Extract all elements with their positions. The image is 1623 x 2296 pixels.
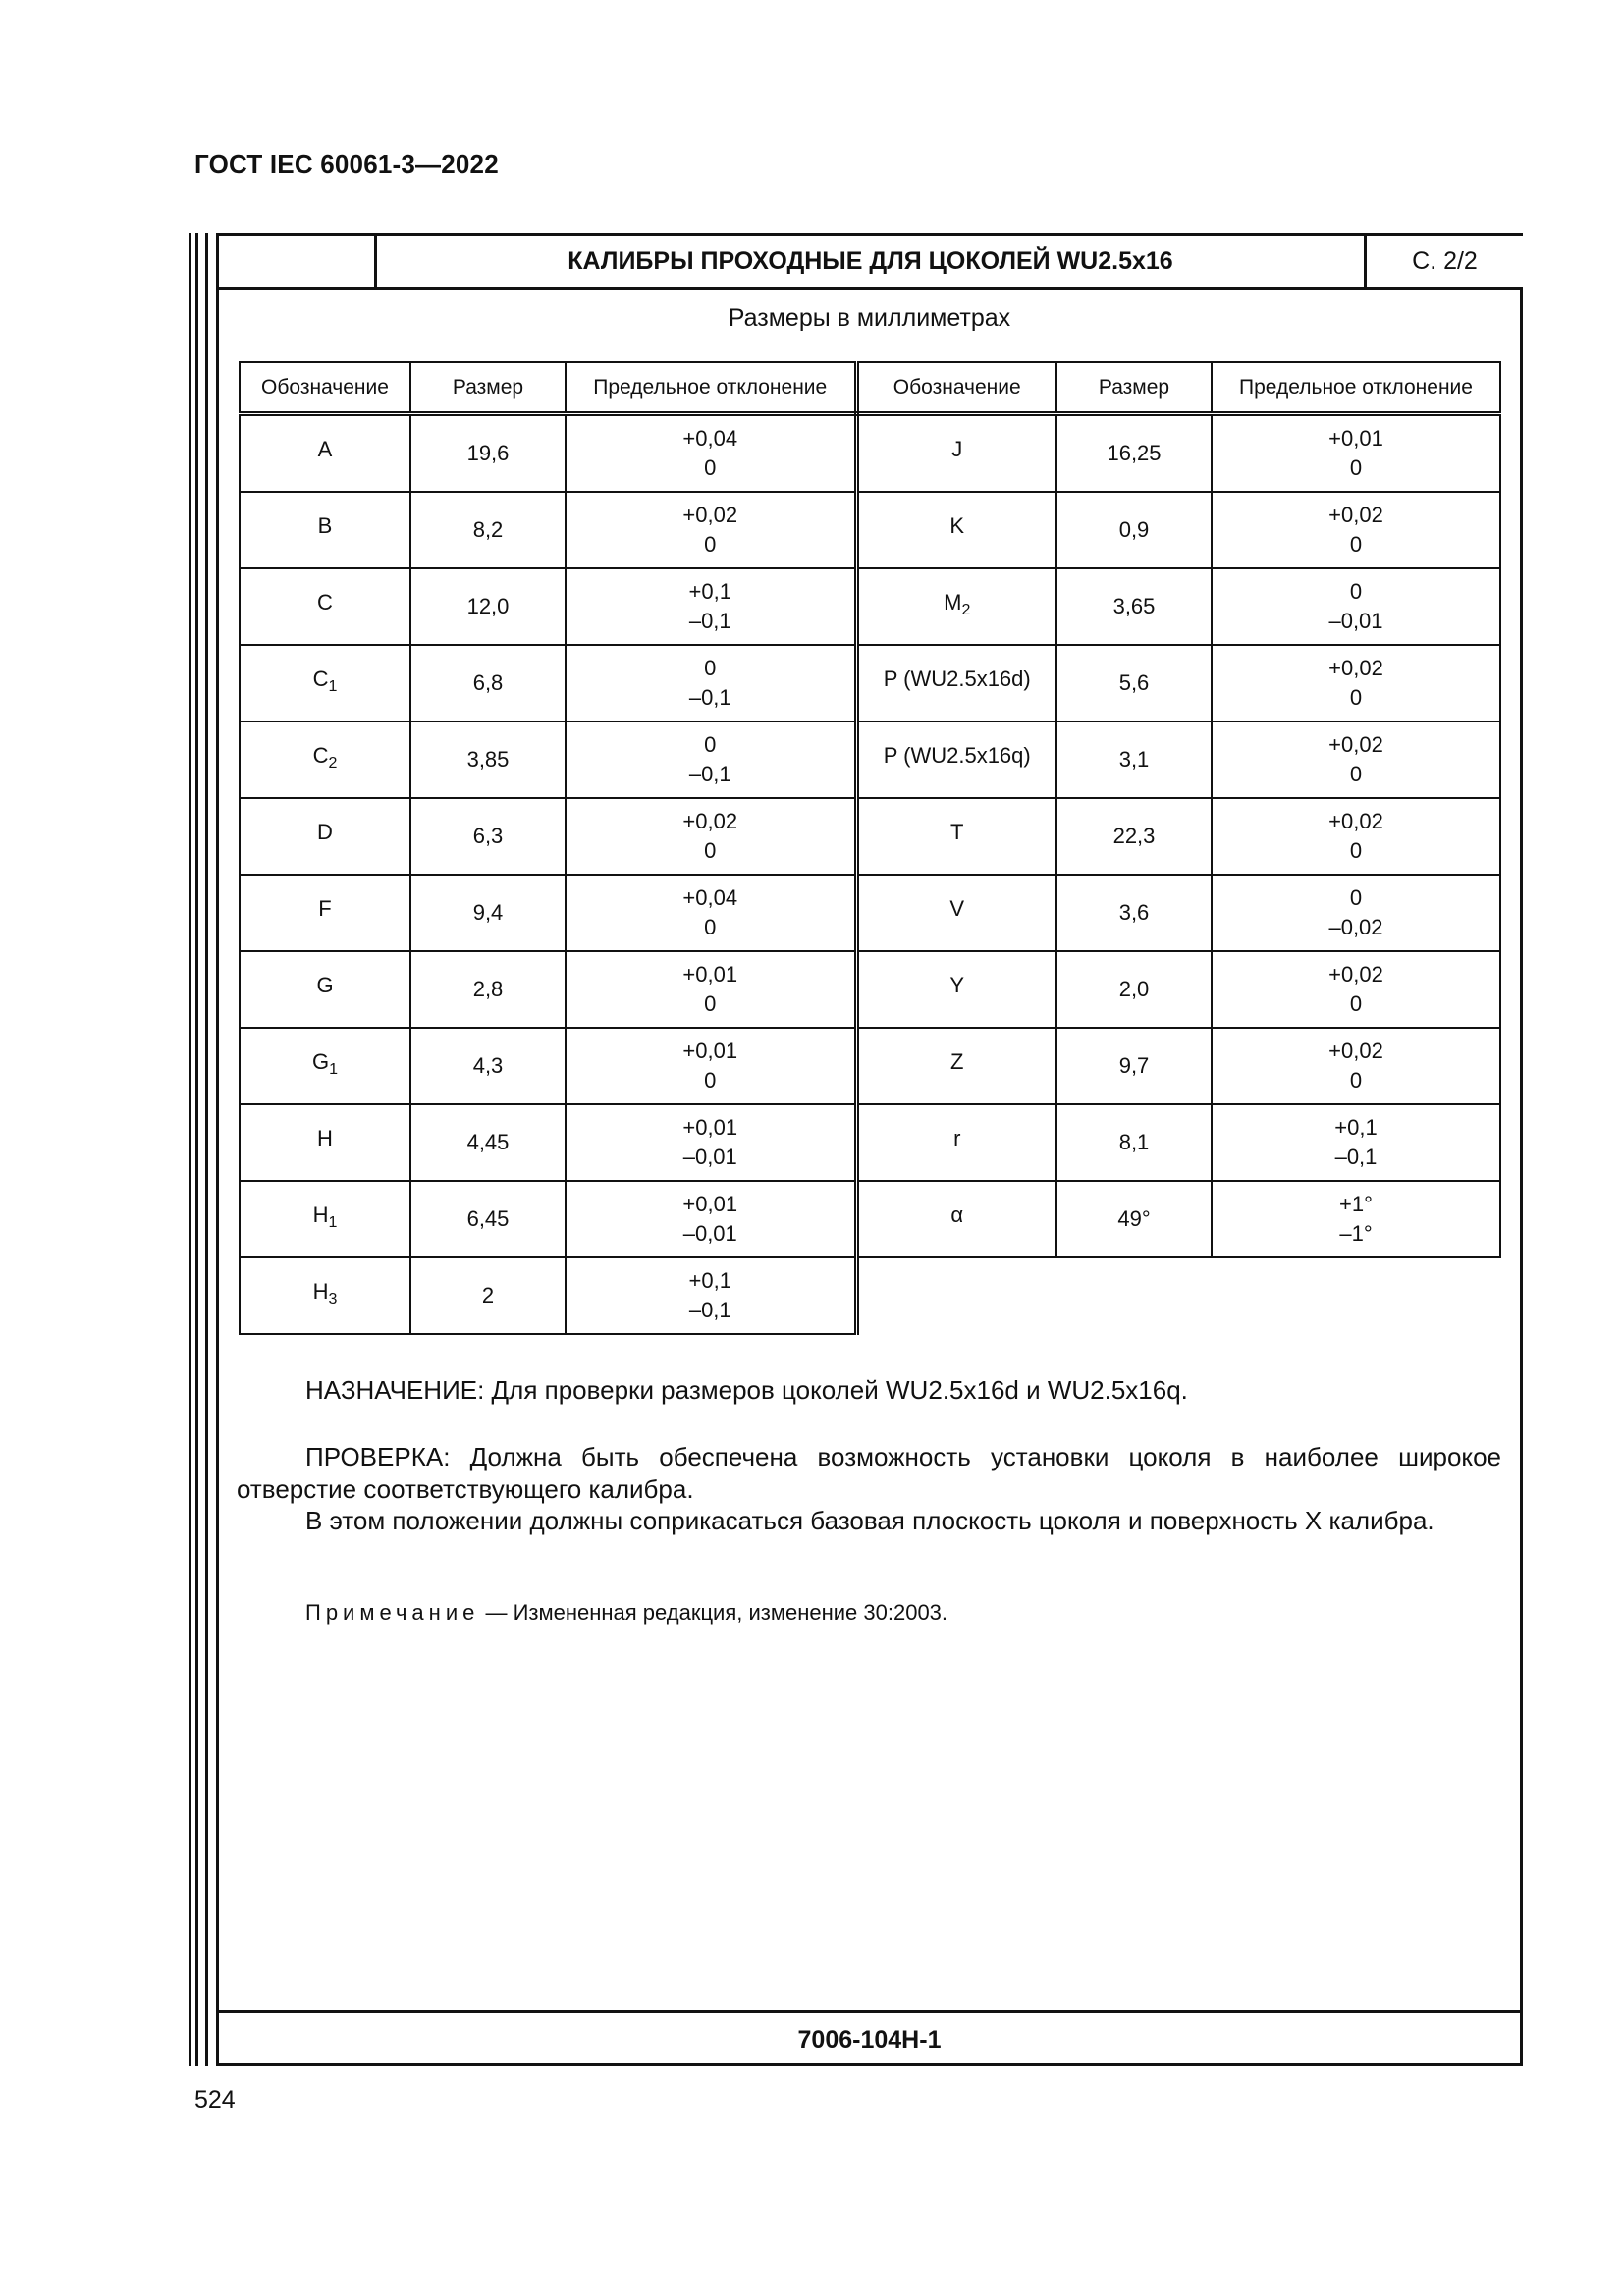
tolerance-cell	[1212, 798, 1500, 875]
tolerance-upper: +0,02	[1328, 656, 1383, 680]
tolerance-upper: +0,02	[1328, 732, 1383, 757]
designation-cell	[240, 414, 410, 493]
size-cell: 8,1	[1056, 1104, 1212, 1181]
size-cell: 3,65	[1056, 568, 1212, 645]
tolerance-lower: 0	[704, 838, 717, 863]
sheet-title: КАЛИБРЫ ПРОХОДНЫЕ ДЛЯ ЦОКОЛЕЙ WU2.5x16	[568, 246, 1173, 275]
size-cell: 49°	[1056, 1181, 1212, 1257]
designation-symbol: α	[950, 1202, 964, 1227]
designation-subscript: 1	[329, 1061, 339, 1078]
header-designation-right: Обозначение	[856, 362, 1056, 414]
designation-symbol: C	[317, 590, 333, 614]
tolerance-upper: +0,01	[682, 962, 738, 987]
empty-cell	[1212, 1257, 1500, 1334]
check-position-text: В этом положении должны соприкасаться базовая плоскость цоколя и поверхность X калибра.	[305, 1506, 1434, 1535]
designation-symbol: F	[318, 896, 332, 921]
designation-symbol: P (WU2.5x16d)	[883, 667, 1031, 691]
designation-subscript: 1	[328, 678, 338, 695]
tolerance-lower: 0	[1349, 838, 1363, 863]
size-cell: 9,7	[1056, 1028, 1212, 1104]
tolerance-lower: –0,02	[1328, 915, 1383, 939]
header-size-left: Размер	[410, 362, 566, 414]
designation-cell	[240, 568, 410, 645]
size-cell: 16,25	[1056, 414, 1212, 493]
tolerance-lower: –0,01	[682, 1221, 737, 1246]
tolerance-cell	[1212, 1181, 1500, 1257]
tolerance-lower: 0	[1349, 532, 1363, 557]
designation-symbol: A	[317, 437, 333, 461]
dimensions-table-wrap	[239, 361, 1501, 1335]
tolerance-upper: +0,04	[682, 885, 738, 910]
margin-lines	[189, 233, 208, 2066]
tolerance-upper: +0,02	[1328, 809, 1383, 833]
tolerance-upper: +0,02	[1328, 962, 1383, 987]
table-row	[240, 1104, 1500, 1181]
tolerance-upper: +0,02	[682, 503, 738, 527]
title-row	[219, 236, 1520, 290]
page-number: 524	[194, 2086, 236, 2113]
designation-symbol: C	[312, 743, 329, 768]
designation-symbol: Z	[950, 1049, 964, 1074]
units-caption: Размеры в миллиметрах	[728, 304, 1011, 332]
tolerance-lower: 0	[1349, 685, 1363, 710]
tolerance-lower: 0	[704, 915, 717, 939]
tolerance-cell	[1212, 721, 1500, 798]
tolerance-lower: –0,01	[1328, 609, 1383, 633]
tolerance-cell	[1212, 414, 1500, 493]
tolerance-lower: 0	[704, 1068, 717, 1093]
size-cell: 3,85	[410, 721, 566, 798]
designation-cell	[240, 1104, 410, 1181]
drawing-frame	[216, 233, 1523, 2066]
tolerance-cell	[566, 1028, 856, 1104]
designation-cell	[240, 875, 410, 951]
designation-symbol: J	[951, 437, 963, 461]
designation-symbol: D	[317, 820, 333, 844]
designation-cell	[856, 414, 1056, 493]
table-row	[240, 414, 1500, 493]
sheet-number: С. 2/2	[1364, 236, 1523, 287]
designation-symbol: P (WU2.5x16q)	[883, 743, 1031, 768]
table-row	[240, 798, 1500, 875]
table-row	[240, 1028, 1500, 1104]
tolerance-cell	[566, 721, 856, 798]
tolerance-upper: +0,01	[682, 1192, 738, 1216]
tolerance-upper: +0,01	[1328, 426, 1383, 451]
designation-symbol: M	[944, 590, 962, 614]
tolerance-cell	[566, 951, 856, 1028]
tolerance-upper: +0,01	[682, 1039, 738, 1063]
designation-cell	[240, 1028, 410, 1104]
designation-symbol: H	[312, 1202, 329, 1227]
tolerance-cell	[566, 1104, 856, 1181]
size-cell: 0,9	[1056, 492, 1212, 568]
designation-cell	[856, 1028, 1056, 1104]
tolerance-lower: –0,1	[688, 609, 731, 633]
size-cell: 5,6	[1056, 645, 1212, 721]
drawing-code: 7006-104Н-1	[219, 2010, 1520, 2066]
tolerance-upper: +0,1	[688, 579, 731, 604]
designation-cell	[240, 798, 410, 875]
tolerance-cell	[1212, 492, 1500, 568]
tolerance-lower: –0,1	[688, 762, 731, 786]
header-tolerance-left: Предельное отклонение	[566, 362, 856, 414]
note-text: — Измененная редакция, изменение 30:2003.	[479, 1600, 948, 1625]
tolerance-lower: –0,1	[1334, 1145, 1378, 1169]
tolerance-lower: 0	[1349, 991, 1363, 1016]
designation-symbol: B	[317, 513, 333, 538]
size-cell: 9,4	[410, 875, 566, 951]
tolerance-cell	[1212, 1104, 1500, 1181]
dimensions-table	[239, 361, 1501, 1335]
tolerance-upper: 0	[1349, 885, 1363, 910]
table-row	[240, 1181, 1500, 1257]
size-cell: 6,45	[410, 1181, 566, 1257]
check-text: ПРОВЕРКА: Должна быть обеспечена возможность установки цоколя в наиболее широкое отверстие соответствующего калибра.	[237, 1442, 1501, 1504]
designation-symbol: Y	[949, 973, 965, 997]
size-cell: 4,45	[410, 1104, 566, 1181]
tolerance-cell	[1212, 568, 1500, 645]
table-row	[240, 568, 1500, 645]
designation-cell	[240, 1181, 410, 1257]
tolerance-upper: +0,02	[1328, 503, 1383, 527]
tolerance-cell	[566, 875, 856, 951]
table-row	[240, 492, 1500, 568]
tolerance-upper: +0,1	[1334, 1115, 1378, 1140]
designation-symbol: G	[311, 1049, 330, 1074]
tolerance-upper: +0,02	[1328, 1039, 1383, 1063]
tolerance-cell	[566, 1257, 856, 1334]
designation-cell	[856, 492, 1056, 568]
header-designation-left: Обозначение	[240, 362, 410, 414]
designation-subscript: 1	[328, 1214, 338, 1231]
designation-symbol: r	[953, 1126, 961, 1150]
designation-cell	[240, 645, 410, 721]
tolerance-upper: +0,02	[682, 809, 738, 833]
tolerance-cell	[1212, 951, 1500, 1028]
designation-symbol: G	[316, 973, 334, 997]
designation-cell	[856, 951, 1056, 1028]
tolerance-upper: +1°	[1339, 1192, 1373, 1216]
size-cell: 6,3	[410, 798, 566, 875]
tolerance-cell	[566, 568, 856, 645]
empty-cell	[1056, 1257, 1212, 1334]
header-size-right: Размер	[1056, 362, 1212, 414]
size-cell: 2,0	[1056, 951, 1212, 1028]
table-row	[240, 875, 1500, 951]
designation-symbol: K	[949, 513, 965, 538]
title-left-cell	[219, 236, 377, 287]
designation-subscript: 2	[328, 755, 338, 772]
table-header-row	[240, 362, 1500, 414]
size-cell: 4,3	[410, 1028, 566, 1104]
tolerance-cell	[566, 1181, 856, 1257]
tolerance-upper: 0	[1349, 579, 1363, 604]
size-cell: 8,2	[410, 492, 566, 568]
size-cell: 3,6	[1056, 875, 1212, 951]
tolerance-upper: 0	[704, 656, 717, 680]
tolerance-lower: –0,1	[688, 685, 731, 710]
designation-cell	[240, 492, 410, 568]
tolerance-lower: 0	[1349, 1068, 1363, 1093]
note-label: Примечание	[305, 1600, 480, 1625]
tolerance-cell	[1212, 1028, 1500, 1104]
tolerance-lower: 0	[704, 455, 717, 480]
tolerance-lower: 0	[704, 532, 717, 557]
designation-cell	[856, 721, 1056, 798]
empty-cell	[856, 1257, 1056, 1334]
size-cell: 12,0	[410, 568, 566, 645]
designation-subscript: 2	[961, 602, 971, 618]
purpose-text: НАЗНАЧЕНИЕ: Для проверки размеров цоколей WU2.5x16d и WU2.5x16q.	[305, 1375, 1188, 1405]
tolerance-lower: –0,01	[682, 1145, 737, 1169]
tolerance-cell	[566, 414, 856, 493]
tolerance-cell	[566, 645, 856, 721]
designation-cell	[856, 875, 1056, 951]
designation-cell	[856, 1181, 1056, 1257]
designation-cell	[856, 568, 1056, 645]
header-tolerance-right: Предельное отклонение	[1212, 362, 1500, 414]
tolerance-upper: 0	[704, 732, 717, 757]
designation-cell	[240, 951, 410, 1028]
designation-symbol: H	[317, 1126, 333, 1150]
tolerance-cell	[1212, 875, 1500, 951]
designation-cell	[240, 721, 410, 798]
tolerance-upper: +0,04	[682, 426, 738, 451]
tolerance-lower: –1°	[1339, 1221, 1373, 1246]
tolerance-cell	[1212, 645, 1500, 721]
size-cell: 19,6	[410, 414, 566, 493]
designation-cell	[240, 1257, 410, 1334]
designation-symbol: C	[312, 667, 329, 691]
table-row	[240, 951, 1500, 1028]
tolerance-lower: 0	[1349, 762, 1363, 786]
note	[305, 1600, 947, 1626]
table-body	[240, 414, 1500, 1335]
size-cell: 2,8	[410, 951, 566, 1028]
size-cell: 22,3	[1056, 798, 1212, 875]
size-cell: 3,1	[1056, 721, 1212, 798]
designation-cell	[856, 798, 1056, 875]
size-cell: 6,8	[410, 645, 566, 721]
designation-cell	[856, 1104, 1056, 1181]
tolerance-upper: +0,1	[688, 1268, 731, 1293]
table-row	[240, 645, 1500, 721]
size-cell: 2	[410, 1257, 566, 1334]
tolerance-cell	[566, 492, 856, 568]
designation-subscript: 3	[328, 1291, 338, 1308]
table-row	[240, 721, 1500, 798]
designation-symbol: T	[950, 820, 964, 844]
tolerance-lower: 0	[1349, 455, 1363, 480]
tolerance-lower: –0,1	[688, 1298, 731, 1322]
table-row	[240, 1257, 1500, 1334]
document-header: ГОСТ IEC 60061-3—2022	[194, 149, 499, 179]
designation-symbol: H	[312, 1279, 329, 1304]
designation-symbol: V	[949, 896, 965, 921]
tolerance-lower: 0	[704, 991, 717, 1016]
designation-cell	[856, 645, 1056, 721]
tolerance-upper: +0,01	[682, 1115, 738, 1140]
tolerance-cell	[566, 798, 856, 875]
